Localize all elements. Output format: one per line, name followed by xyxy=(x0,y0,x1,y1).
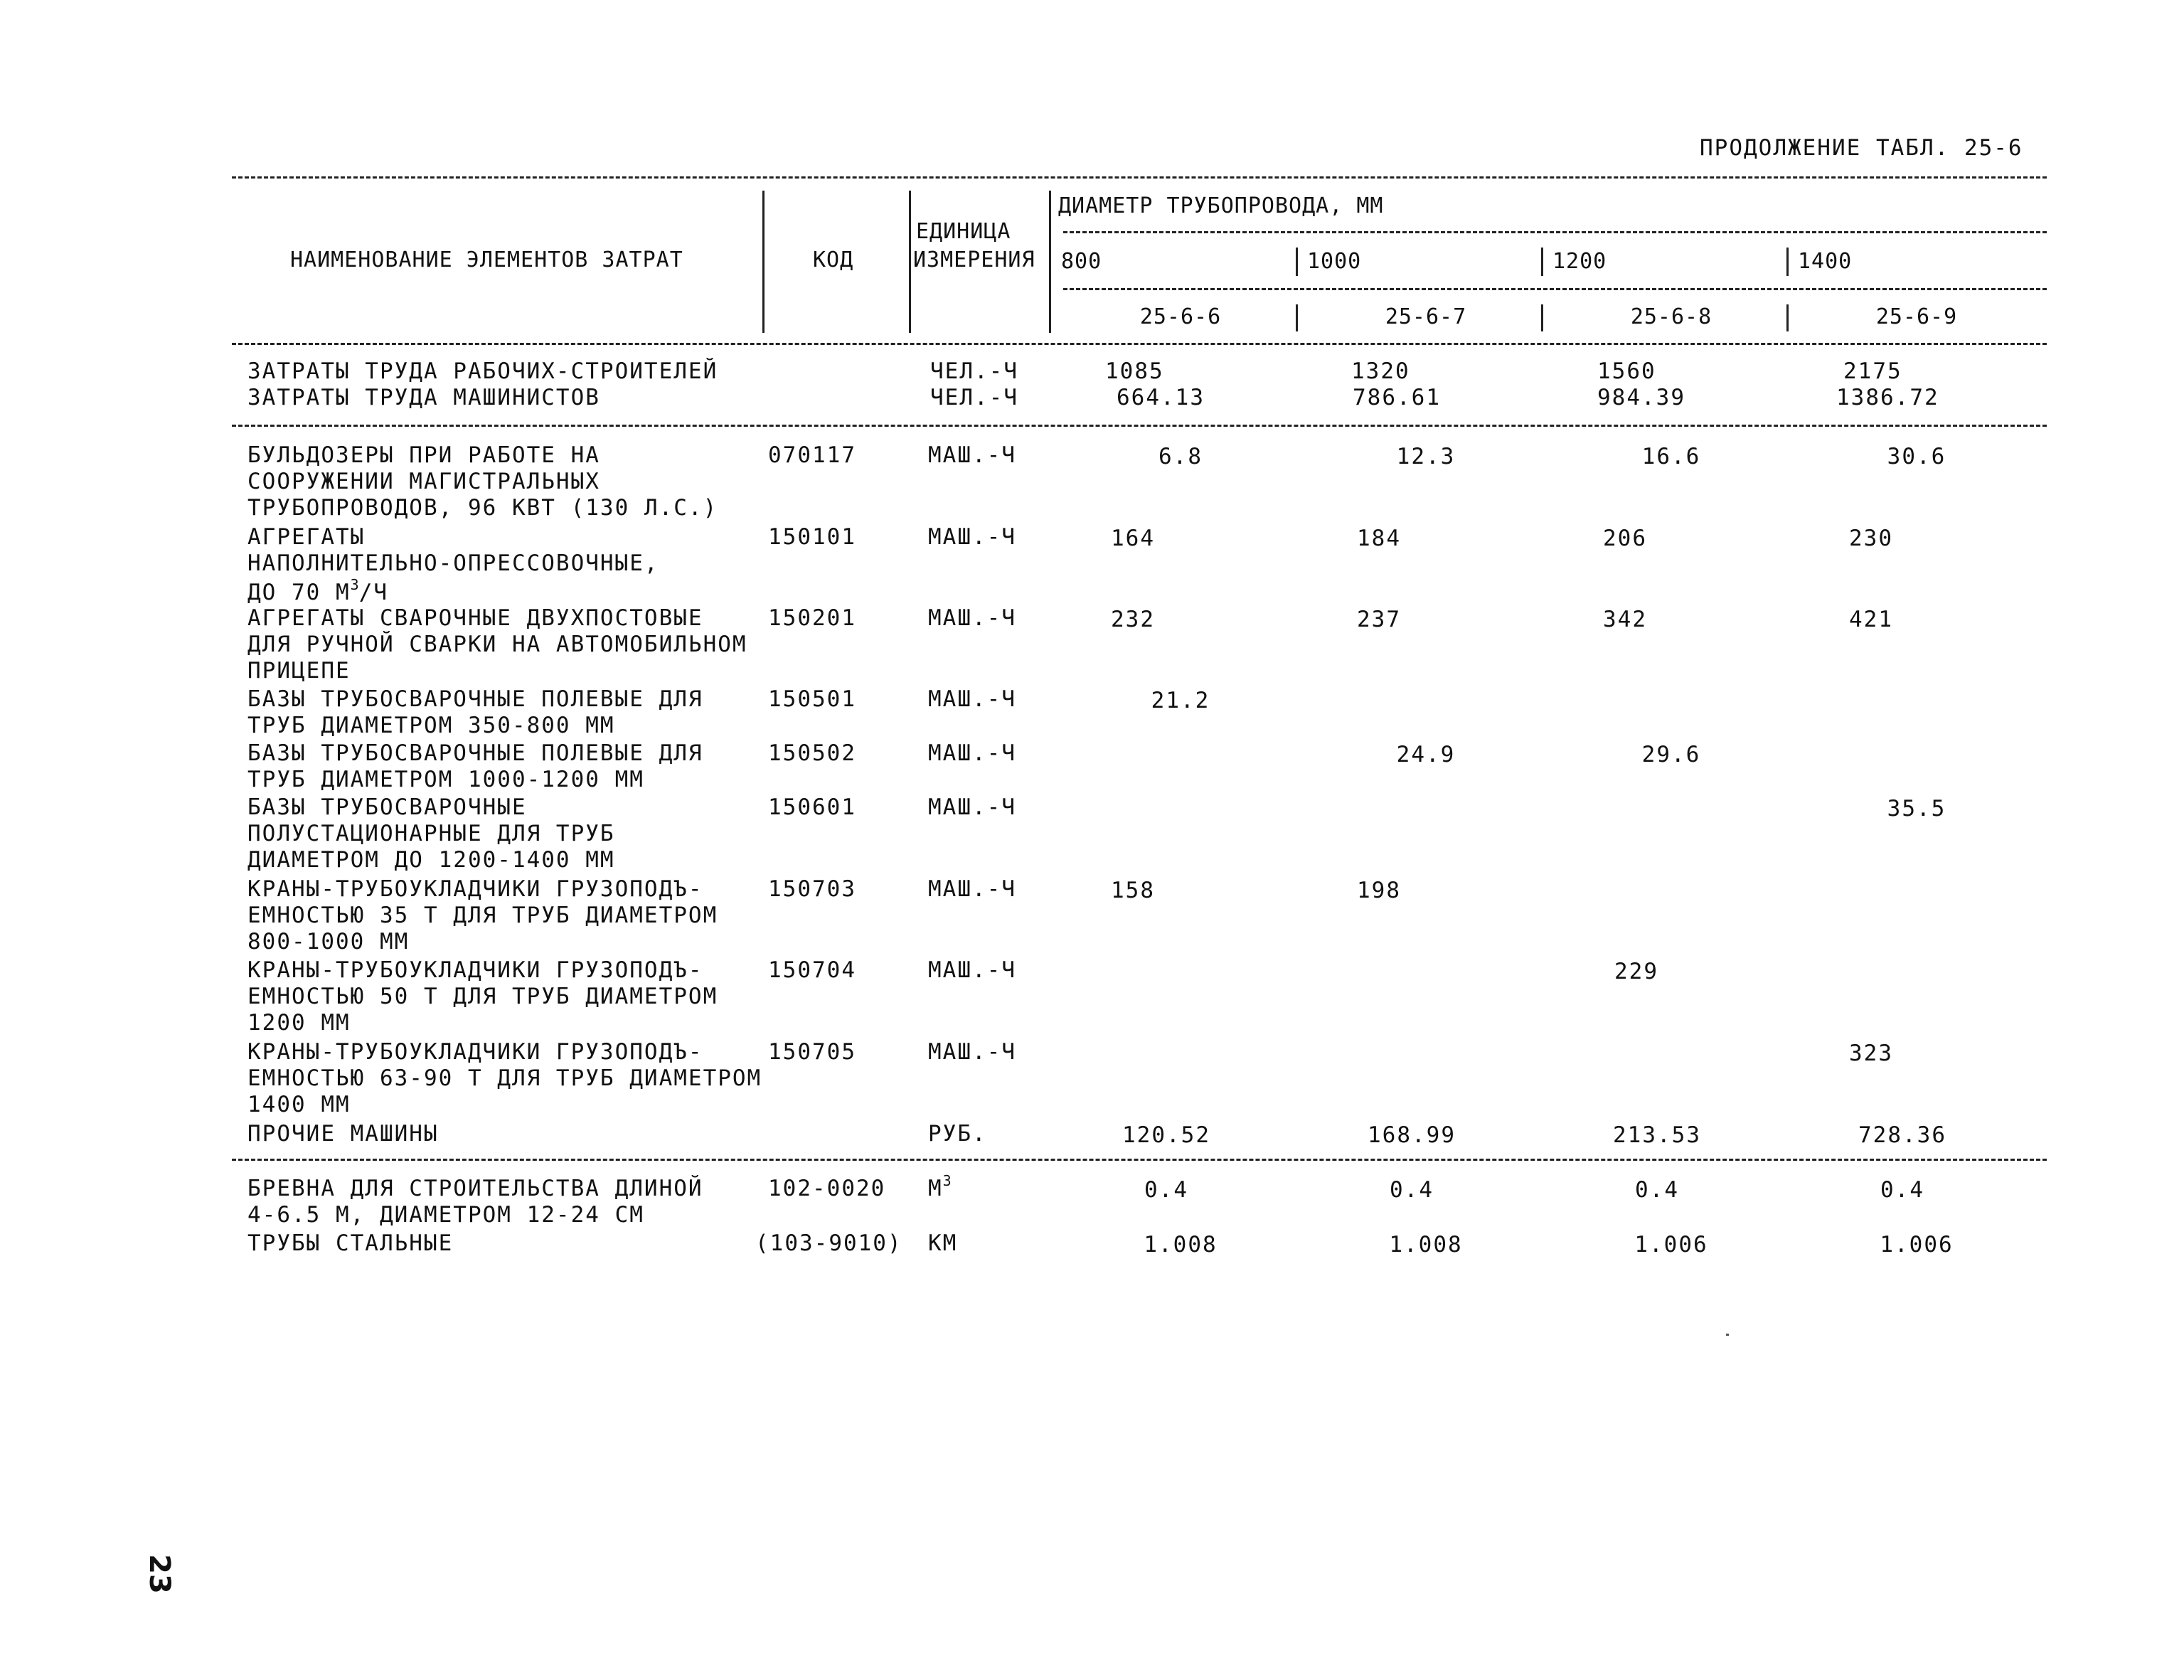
header-name: НАИМЕНОВАНИЕ ЭЛЕМЕНТОВ ЗАТРАТ xyxy=(290,248,683,272)
row-unit xyxy=(928,1172,952,1204)
header-norm: 25-6-7 xyxy=(1385,304,1467,329)
row-name-line: ТРУБОПРОВОДОВ, 96 КВТ (130 Л.С.) xyxy=(247,495,718,521)
header-separator xyxy=(1786,304,1789,331)
row-value: 184 xyxy=(1357,526,1401,551)
row-value: 229 xyxy=(1614,959,1658,984)
header-code: КОД xyxy=(813,248,854,272)
header-diameter: ДИАМЕТР ТРУБОПРОВОДА, ММ xyxy=(1058,193,1384,218)
row-code: 150101 xyxy=(768,524,856,550)
row-name-line: ТРУБ ДИАМЕТРОМ 1000-1200 ММ xyxy=(247,767,644,792)
row-value: 1085 xyxy=(1105,358,1164,384)
rule-top xyxy=(232,176,2047,179)
row-value: 168.99 xyxy=(1368,1122,1456,1148)
header-norm: 25-6-9 xyxy=(1875,304,1958,329)
header-diameter-1000: 1000 xyxy=(1307,249,1362,274)
row-name-line: ПРОЧИЕ МАШИНЫ xyxy=(247,1121,439,1147)
row-name-line: ПРИЦЕПЕ xyxy=(247,658,351,684)
row-code: 102-0020 xyxy=(768,1176,886,1201)
header-diameter-1200: 1200 xyxy=(1552,249,1607,274)
row-code: 070117 xyxy=(768,442,856,468)
row-name-line: КРАНЫ-ТРУБОУКЛАДЧИКИ ГРУЗОПОДЪ- xyxy=(247,957,703,983)
row-unit: МАШ.-Ч xyxy=(928,1039,1016,1065)
row-name: ЗАТРАТЫ ТРУДА РАБОЧИХ-СТРОИТЕЛЕЙ xyxy=(247,358,718,384)
row-value: 24.9 xyxy=(1396,742,1456,767)
header-separator xyxy=(1786,248,1789,276)
row-value: 421 xyxy=(1849,607,1893,632)
row-name: ЗАТРАТЫ ТРУДА МАШИНИСТОВ xyxy=(247,385,600,410)
header-diameter-800: 800 xyxy=(1061,249,1102,274)
row-value: 1386.72 xyxy=(1836,385,1939,410)
row-code: 150502 xyxy=(768,740,856,766)
row-name-line: ЕМНОСТЬЮ 63-90 Т ДЛЯ ТРУБ ДИАМЕТРОМ xyxy=(247,1065,762,1091)
row-value: 35.5 xyxy=(1887,796,1946,822)
row-name-line: ТРУБ ДИАМЕТРОМ 350-800 ММ xyxy=(247,713,615,738)
header-separator xyxy=(1049,191,1051,333)
row-unit: РУБ. xyxy=(928,1121,987,1147)
row-code: 150201 xyxy=(768,605,856,631)
row-value: 30.6 xyxy=(1887,444,1946,469)
row-name-line: АГРЕГАТЫ xyxy=(247,524,366,550)
row-name-line: ПОЛУСТАЦИОНАРНЫЕ ДЛЯ ТРУБ xyxy=(247,821,615,846)
row-value: 728.36 xyxy=(1858,1122,1946,1148)
row-name-line: АГРЕГАТЫ СВАРОЧНЫЕ ДВУХПОСТОВЫЕ xyxy=(247,605,703,631)
row-unit: МАШ.-Ч xyxy=(928,740,1016,766)
row-value: 213.53 xyxy=(1613,1122,1701,1148)
row-name-line: НАПОЛНИТЕЛЬНО-ОПРЕССОВОЧНЫЕ, xyxy=(247,551,659,576)
rule-header-norms xyxy=(1063,288,2047,290)
row-value: 29.6 xyxy=(1641,742,1701,767)
header-separator xyxy=(1296,248,1298,276)
row-unit: МАШ.-Ч xyxy=(928,524,1016,550)
row-name-line: КРАНЫ-ТРУБОУКЛАДЧИКИ ГРУЗОПОДЪ- xyxy=(247,876,703,902)
row-value: 237 xyxy=(1357,607,1401,632)
row-value: 984.39 xyxy=(1597,385,1685,410)
row-name-line xyxy=(247,576,389,608)
superscript: 3 xyxy=(350,576,359,593)
header-separator xyxy=(909,191,911,333)
row-name-line: БАЗЫ ТРУБОСВАРОЧНЫЕ ПОЛЕВЫЕ ДЛЯ xyxy=(247,686,703,712)
rule-section-labor xyxy=(232,425,2047,427)
row-value: 342 xyxy=(1603,607,1647,632)
row-name-line: БАЗЫ ТРУБОСВАРОЧНЫЕ ПОЛЕВЫЕ ДЛЯ xyxy=(247,740,703,766)
row-value: 158 xyxy=(1111,878,1155,903)
row-value: 1320 xyxy=(1351,358,1410,384)
row-value: 2175 xyxy=(1843,358,1902,384)
row-value: 0.4 xyxy=(1635,1177,1679,1203)
row-value: 16.6 xyxy=(1641,444,1701,469)
row-value: 230 xyxy=(1849,526,1893,551)
row-value: 1.008 xyxy=(1144,1232,1218,1258)
row-code: 150501 xyxy=(768,686,856,712)
row-name-line: ДЛЯ РУЧНОЙ СВАРКИ НА АВТОМОБИЛЬНОМ xyxy=(247,632,747,657)
row-value: 120.52 xyxy=(1122,1122,1210,1148)
row-value: 1.006 xyxy=(1634,1232,1708,1258)
header-diameter-1400: 1400 xyxy=(1798,249,1853,274)
header-separator xyxy=(762,191,765,333)
row-value: 0.4 xyxy=(1144,1177,1188,1203)
row-value: 1.006 xyxy=(1880,1232,1954,1258)
row-name-line: БУЛЬДОЗЕРЫ ПРИ РАБОТЕ НА xyxy=(247,442,600,468)
row-value: 206 xyxy=(1603,526,1647,551)
row-value: 12.3 xyxy=(1396,444,1456,469)
row-value: 21.2 xyxy=(1151,688,1210,713)
row-unit: ЧЕЛ.-Ч xyxy=(930,385,1018,410)
header-unit-line1: ЕДИНИЦА xyxy=(916,219,1011,244)
header-separator xyxy=(1541,304,1543,331)
continuation-title: ПРОДОЛЖЕНИЕ ТАБЛ. 25-6 xyxy=(1700,135,2023,161)
unit-text: М xyxy=(928,1176,943,1201)
row-unit: КМ xyxy=(928,1230,958,1256)
header-unit-line2: ИЗМЕРЕНИЯ xyxy=(913,248,1035,272)
row-name-line: ТРУБЫ СТАЛЬНЫЕ xyxy=(247,1230,454,1256)
row-unit: МАШ.-Ч xyxy=(928,605,1016,631)
row-code: 150601 xyxy=(768,794,856,820)
page-number: 23 xyxy=(142,1554,176,1594)
header-norm: 25-6-6 xyxy=(1139,304,1222,329)
row-name-line: СООРУЖЕНИИ МАГИСТРАЛЬНЫХ xyxy=(247,469,600,494)
row-value: 1560 xyxy=(1597,358,1656,384)
row-value: 198 xyxy=(1357,878,1401,903)
rule-header-diameter xyxy=(1063,231,2047,233)
row-value: 664.13 xyxy=(1117,385,1205,410)
row-value: 6.8 xyxy=(1158,444,1203,469)
header-norm: 25-6-8 xyxy=(1630,304,1712,329)
row-value: 1.008 xyxy=(1389,1232,1463,1258)
row-name-line: ДИАМЕТРОМ ДО 1200-1400 ММ xyxy=(247,847,615,873)
row-name-line: 4-6.5 М, ДИАМЕТРОМ 12-24 СМ xyxy=(247,1202,644,1228)
row-value: 0.4 xyxy=(1390,1177,1434,1203)
rule-section-machines xyxy=(232,1159,2047,1161)
header-separator xyxy=(1296,304,1298,331)
row-unit: МАШ.-Ч xyxy=(928,957,1016,983)
row-name-part: ДО 70 М xyxy=(247,580,351,605)
row-unit: МАШ.-Ч xyxy=(928,876,1016,902)
row-code: (103-9010) xyxy=(755,1230,902,1256)
superscript: 3 xyxy=(942,1172,952,1189)
scan-speck xyxy=(1726,1334,1729,1336)
row-value: 0.4 xyxy=(1880,1177,1924,1203)
row-unit: ЧЕЛ.-Ч xyxy=(930,358,1018,384)
row-name-line: КРАНЫ-ТРУБОУКЛАДЧИКИ ГРУЗОПОДЪ- xyxy=(247,1039,703,1065)
row-code: 150704 xyxy=(768,957,856,983)
row-name-line: БРЕВНА ДЛЯ СТРОИТЕЛЬСТВА ДЛИНОЙ xyxy=(247,1176,703,1201)
row-name-line: ЕМНОСТЬЮ 35 Т ДЛЯ ТРУБ ДИАМЕТРОМ xyxy=(247,903,718,928)
row-name-line: ЕМНОСТЬЮ 50 Т ДЛЯ ТРУБ ДИАМЕТРОМ xyxy=(247,984,718,1009)
row-code: 150703 xyxy=(768,876,856,902)
row-name-line: БАЗЫ ТРУБОСВАРОЧНЫЕ xyxy=(247,794,527,820)
row-name-line: 800-1000 ММ xyxy=(247,929,410,955)
row-name-line: 1400 ММ xyxy=(247,1092,351,1117)
row-value: 232 xyxy=(1111,607,1155,632)
row-unit: МАШ.-Ч xyxy=(928,442,1016,468)
rule-header-bottom xyxy=(232,343,2047,345)
header-separator xyxy=(1541,248,1543,276)
row-code: 150705 xyxy=(768,1039,856,1065)
row-name-line: 1200 ММ xyxy=(247,1010,351,1036)
row-value: 164 xyxy=(1111,526,1155,551)
row-name-part: /Ч xyxy=(358,580,389,605)
row-unit: МАШ.-Ч xyxy=(928,686,1016,712)
row-value: 323 xyxy=(1849,1041,1893,1066)
row-unit: МАШ.-Ч xyxy=(928,794,1016,820)
row-value: 786.61 xyxy=(1353,385,1441,410)
